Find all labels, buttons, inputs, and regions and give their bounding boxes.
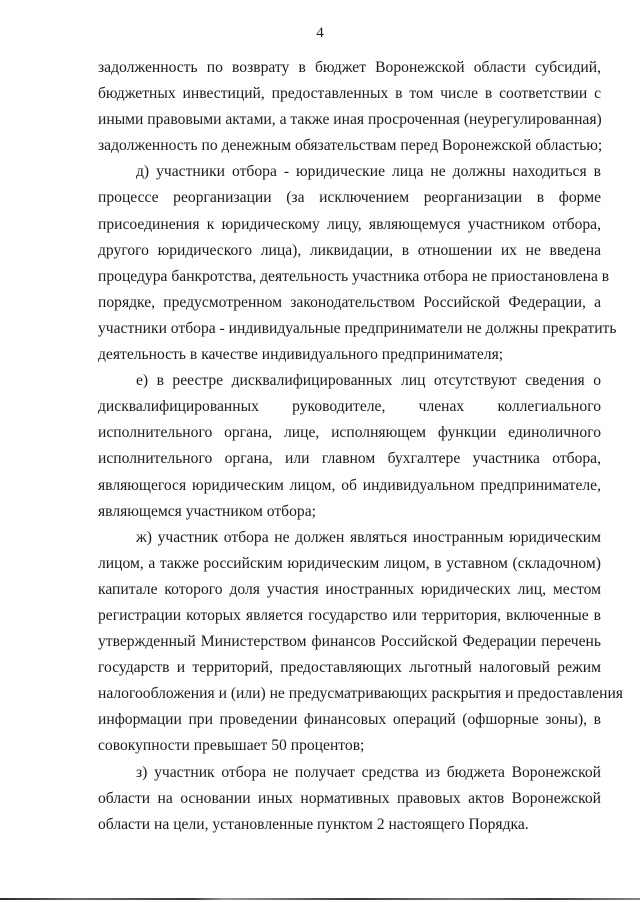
text-line: з) участник отбора не получает средства из бюджета Воронежской (136, 763, 601, 781)
text-line: другого юридического лица), ликвидации, в отношении их не введена (98, 241, 601, 259)
document-body (98, 55, 623, 838)
text-line: задолженность по возврату в бюджет Воронежской области субсидий, (98, 59, 601, 76)
text-line: исполнительного органа, или главном бухгалтере участника отбора, (98, 450, 601, 468)
text-line: задолженность по денежным обязательствам перед Воронежской областью; (98, 137, 603, 155)
text-line: д) участники отбора - юридические лица не должны находиться в (136, 163, 601, 181)
text-line: порядке, предусмотренном законодательством Российской Федерации, а (98, 293, 601, 311)
text-line: области на цели, установленные пунктом 2 настоящего Порядка. (98, 815, 529, 833)
paragraph-item-zh (98, 525, 623, 760)
text-line: налогообложения и (или) не предусматривающих раскрытия и предоставления (98, 685, 623, 703)
paragraph-continuation (98, 55, 601, 159)
text-line: бюджетных инвестиций, предоставленных в том числе в соответствии с (98, 85, 601, 103)
text-line: являющегося юридическим лицом, об индивидуальном предпринимателе, (98, 476, 601, 494)
text-line: иными правовыми актами, а также иная просроченная (неурегулированная) (98, 111, 602, 129)
page-bottom-edge (0, 898, 640, 900)
text-line: регистрации которых является государство или территория, включенные в (98, 606, 601, 624)
text-line: утвержденный Министерством финансов Российской Федерации перечень (98, 633, 601, 651)
text-line: являющемся участником отбора; (98, 502, 316, 520)
text-line: процессе реорганизации (за исключением реорганизации в форме (98, 189, 601, 207)
text-line: лицом, а также российским юридическим лицом, в уставном (складочном) (98, 554, 601, 572)
paragraph-item-z (98, 760, 601, 838)
text-line: информации при проведении финансовых операций (офшорные зоны), в (98, 711, 601, 729)
paragraph-item-d (98, 159, 617, 368)
text-line: деятельность в качестве индивидуального предпринимателя; (98, 346, 504, 364)
text-line: совокупности превышает 50 процентов; (98, 737, 365, 755)
text-line: области на основании иных нормативных правовых актов Воронежской (98, 789, 601, 807)
text-line: присоединения к юридическому лицу, являющемуся участником отбора, (98, 215, 601, 233)
text-line: капитале которого доля участия иностранных юридических лиц, местом (98, 580, 601, 598)
text-line: участники отбора - индивидуальные предприниматели не должны прекратить (98, 319, 617, 337)
text-line: ж) участник отбора не должен являться иностранным юридическим (136, 528, 601, 546)
text-line: процедура банкротства, деятельность участника отбора не приостановлена в (98, 267, 610, 285)
text-line: дисквалифицированных руководителе, членах коллегиального (98, 398, 601, 416)
paragraph-item-e (98, 368, 601, 525)
text-line: е) в реестре дисквалифицированных лиц отсутствуют сведения о (136, 372, 601, 390)
page-number: 4 (316, 25, 324, 41)
text-line: исполнительного органа, лице, исполняющем функции единоличного (98, 424, 601, 442)
text-line: государств и территорий, предоставляющих льготный налоговый режим (98, 659, 601, 677)
